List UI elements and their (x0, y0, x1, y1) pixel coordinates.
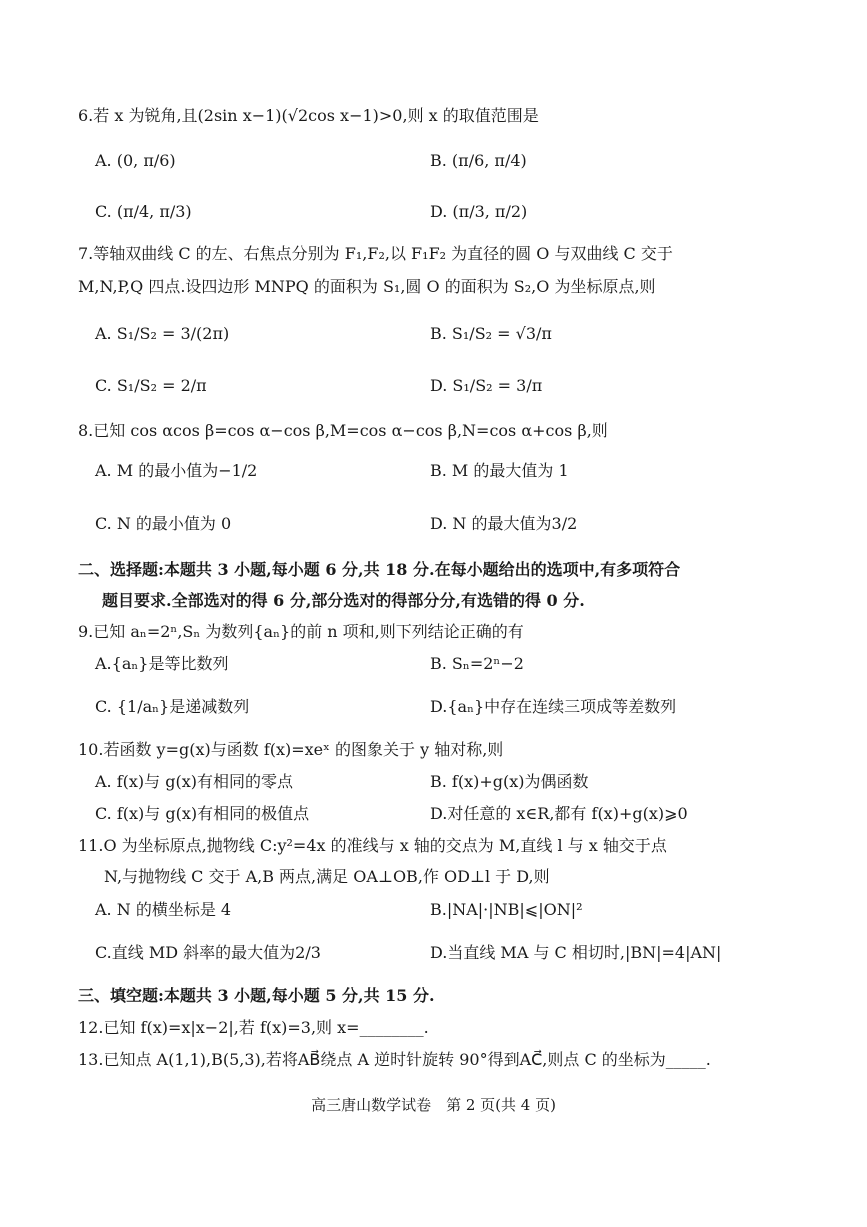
q10-option-a: A. f(x)与 g(x)有相同的零点 (95, 772, 293, 791)
q9-option-b: B. Sₙ=2ⁿ−2 (430, 654, 524, 673)
q8-stem: 8.已知 cos αcos β=cos α−cos β,M=cos α−cos β,N=cos α+cos β,则 (78, 421, 608, 440)
q7-option-b: B. S₁/S₂ = √3/π (430, 324, 552, 343)
q9-option-d: D.{aₙ}中存在连续三项成等差数列 (430, 697, 677, 716)
q9-stem: 9.已知 aₙ=2ⁿ,Sₙ 为数列{aₙ}的前 n 项和,则下列结论正确的有 (78, 622, 524, 641)
q11-option-d: D.当直线 MA 与 C 相切时,|BN|=4|AN| (430, 943, 722, 962)
q10-option-d: D.对任意的 x∈R,都有 f(x)+g(x)⩾0 (430, 804, 688, 823)
section-3-heading: 三、填空题:本题共 3 小题,每小题 5 分,共 15 分. (78, 986, 435, 1005)
q11-stem-line2: N,与抛物线 C 交于 A,B 两点,满足 OA⊥OB,作 OD⊥l 于 D,则 (104, 867, 550, 886)
q8-option-d: D. N 的最大值为3/2 (430, 514, 578, 533)
q13-stem: 13.已知点 A(1,1),B(5,3),若将AB⃗绕点 A 逆时针旋转 90°得到AC⃗,则点 C 的坐标为_____. (78, 1050, 711, 1069)
q6-option-b: B. (π/6, π/4) (430, 151, 527, 170)
q7-option-a: A. S₁/S₂ = 3/(2π) (95, 324, 230, 343)
page-footer: 高三唐山数学试卷 第 2 页(共 4 页) (311, 1096, 556, 1114)
q10-option-b: B. f(x)+g(x)为偶函数 (430, 772, 589, 791)
q9-option-c: C. {1/aₙ}是递减数列 (95, 697, 250, 716)
q6-stem: 6.若 x 为锐角,且(2sin x−1)(√2cos x−1)>0,则 x 的取值范围是 (78, 106, 539, 125)
q7-option-c: C. S₁/S₂ = 2/π (95, 376, 207, 395)
q12-stem: 12.已知 f(x)=x|x−2|,若 f(x)=3,则 x=________. (78, 1018, 429, 1037)
q7-stem-line1: 7.等轴双曲线 C 的左、右焦点分别为 F₁,F₂,以 F₁F₂ 为直径的圆 O 与双曲线 C 交于 (78, 244, 673, 263)
q6-option-d: D. (π/3, π/2) (430, 202, 528, 221)
q11-option-a: A. N 的横坐标是 4 (95, 900, 232, 919)
q6-option-a: A. (0, π/6) (95, 151, 176, 170)
q11-option-b: B.|NA|·|NB|⩽|ON|² (430, 900, 583, 919)
q11-stem-line1: 11.O 为坐标原点,抛物线 C:y²=4x 的准线与 x 轴的交点为 M,直线 l 与 x 轴交于点 (78, 836, 667, 855)
q9-option-a: A.{aₙ}是等比数列 (95, 654, 229, 673)
q6-option-c: C. (π/4, π/3) (95, 202, 192, 221)
q7-stem-line2: M,N,P,Q 四点.设四边形 MNPQ 的面积为 S₁,圆 O 的面积为 S₂,O 为坐标原点,则 (78, 277, 656, 296)
q10-option-c: C. f(x)与 g(x)有相同的极值点 (95, 804, 310, 823)
q8-option-c: C. N 的最小值为 0 (95, 514, 232, 533)
q8-option-a: A. M 的最小值为−1/2 (95, 461, 258, 480)
q11-option-c: C.直线 MD 斜率的最大值为2/3 (95, 943, 321, 962)
section-2-heading: 二、选择题:本题共 3 小题,每小题 6 分,共 18 分.在每小题给出的选项中,有多项符合 (78, 560, 681, 579)
section-2-heading-cont: 题目要求.全部选对的得 6 分,部分选对的得部分分,有选错的得 0 分. (102, 591, 585, 610)
q10-stem: 10.若函数 y=g(x)与函数 f(x)=xeˣ 的图象关于 y 轴对称,则 (78, 740, 504, 759)
q7-option-d: D. S₁/S₂ = 3/π (430, 376, 543, 395)
q8-option-b: B. M 的最大值为 1 (430, 461, 569, 480)
